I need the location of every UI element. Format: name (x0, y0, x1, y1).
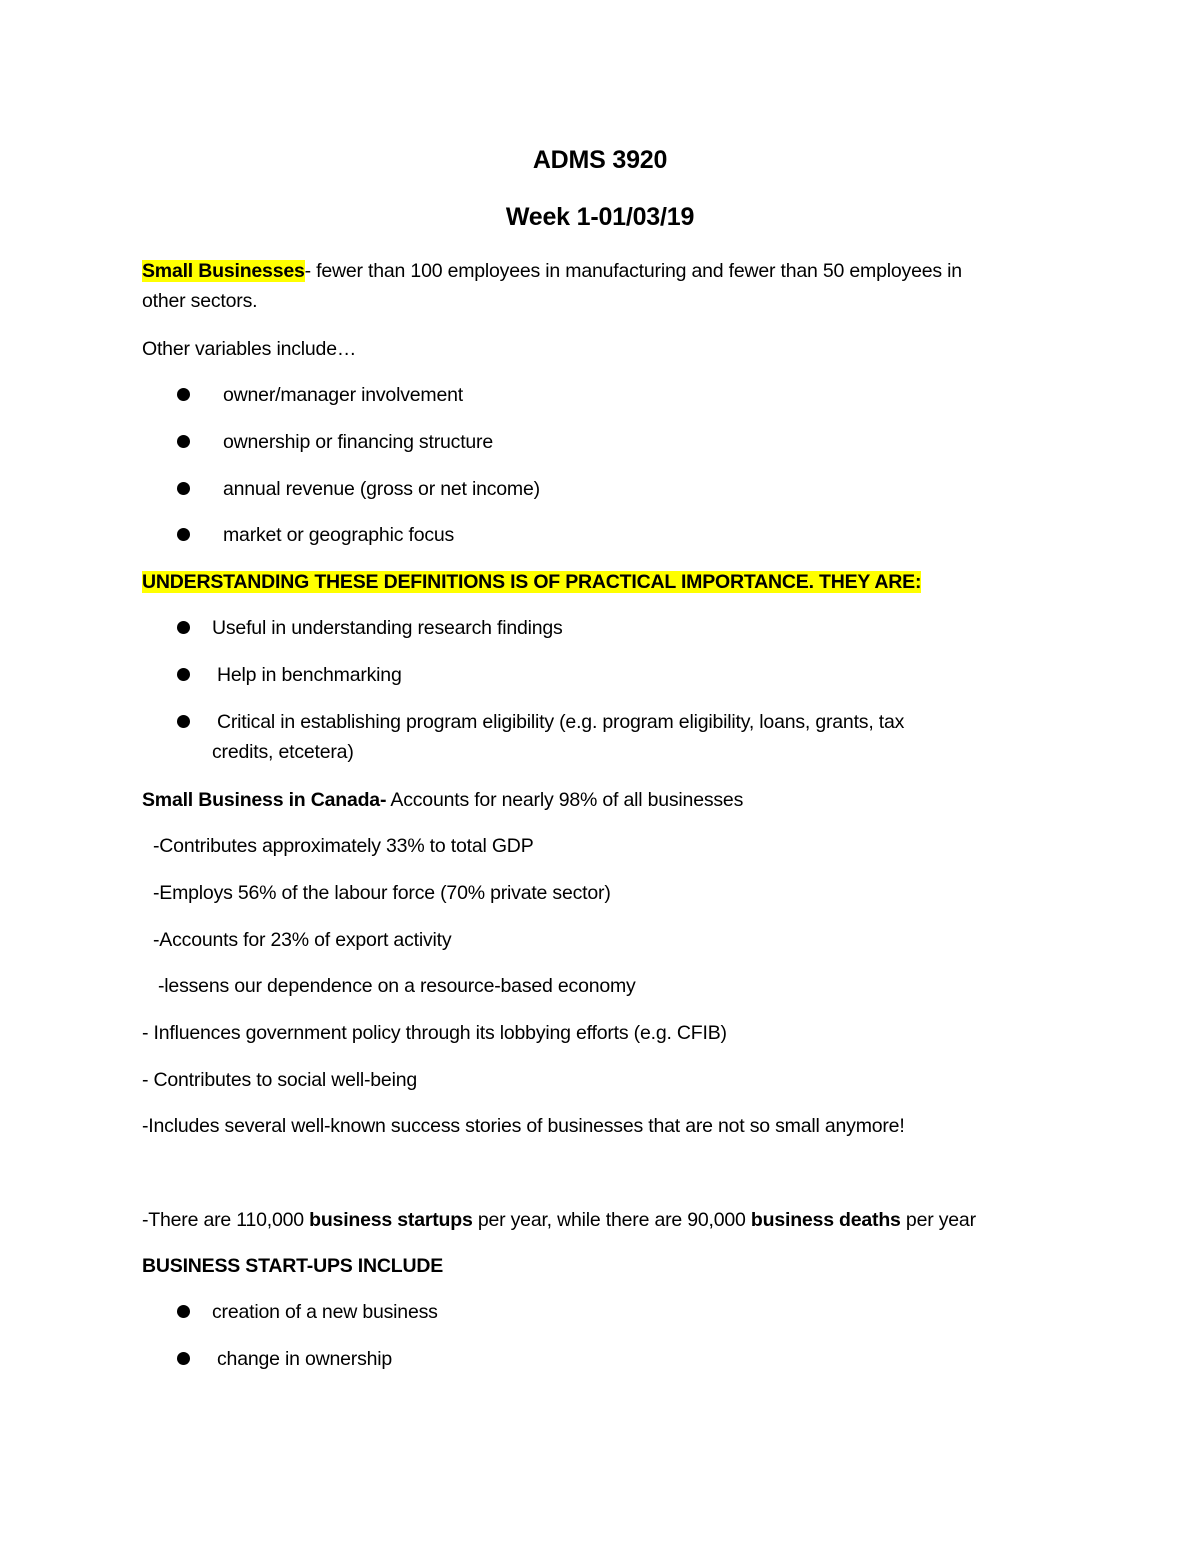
canada-point: -Accounts for 23% of export activity (153, 929, 452, 951)
bullet-icon (177, 715, 190, 728)
definition-line-2: other sectors. (142, 290, 258, 312)
list-item: owner/manager involvement (223, 384, 463, 406)
list-item: annual revenue (gross or net income) (223, 478, 540, 500)
bullet-icon (177, 528, 190, 541)
startups-stat-text: per year (900, 1209, 976, 1231)
deaths-stat-bold: business deaths (750, 1209, 901, 1231)
bullet-icon (177, 435, 190, 448)
startups-stat-bold: business startups (309, 1209, 473, 1231)
definition-term: Small Businesses (142, 260, 305, 282)
startups-stat-text: -There are 110,000 (142, 1209, 310, 1231)
canada-point: -Includes several well-known success stories of businesses that are not so small anymore! (142, 1115, 905, 1137)
list-item: Useful in understanding research findings (212, 617, 563, 639)
importance-heading: UNDERSTANDING THESE DEFINITIONS IS OF PRACTICAL IMPORTANCE. THEY ARE: (142, 571, 922, 593)
canada-point: -Employs 56% of the labour force (70% private sector) (153, 882, 611, 904)
canada-point: -lessens our dependence on a resource-based economy (158, 975, 636, 997)
canada-text: Accounts for nearly 98% of all businesses (386, 789, 744, 811)
bullet-icon (177, 1352, 190, 1365)
bullet-icon (177, 388, 190, 401)
definition-line-1 (142, 257, 962, 285)
bullet-icon (177, 1305, 190, 1318)
list-item-continuation: credits, etcetera) (212, 741, 354, 763)
startups-stat-line (142, 1206, 976, 1234)
canada-point: -Contributes approximately 33% to total GDP (153, 835, 534, 857)
page-title: ADMS 3920 (532, 146, 668, 174)
list-item: market or geographic focus (223, 524, 455, 546)
canada-term: Small Business in Canada- (142, 789, 387, 811)
list-item: ownership or financing structure (223, 431, 493, 453)
bullet-icon (177, 482, 190, 495)
page-subtitle: Week 1-01/03/19 (505, 203, 695, 231)
canada-point: - Contributes to social well-being (142, 1069, 417, 1091)
list-item: Help in benchmarking (217, 664, 402, 686)
startups-stat-text: per year, while there are 90,000 (472, 1209, 751, 1231)
startups-heading: BUSINESS START-UPS INCLUDE (142, 1255, 444, 1277)
canada-point: - Influences government policy through its lobbying efforts (e.g. CFIB) (142, 1022, 727, 1044)
other-variables-intro: Other variables include… (142, 338, 357, 360)
bullet-icon (177, 668, 190, 681)
list-item: creation of a new business (212, 1301, 438, 1323)
list-item: change in ownership (217, 1348, 393, 1370)
bullet-icon (177, 621, 190, 634)
importance-heading-line (142, 568, 921, 596)
list-item: Critical in establishing program eligibility (e.g. program eligibility, loans, grants, tax (217, 711, 905, 733)
definition-text: - fewer than 100 employees in manufacturing and fewer than 50 employees in (304, 260, 962, 282)
canada-heading-line (142, 786, 743, 814)
